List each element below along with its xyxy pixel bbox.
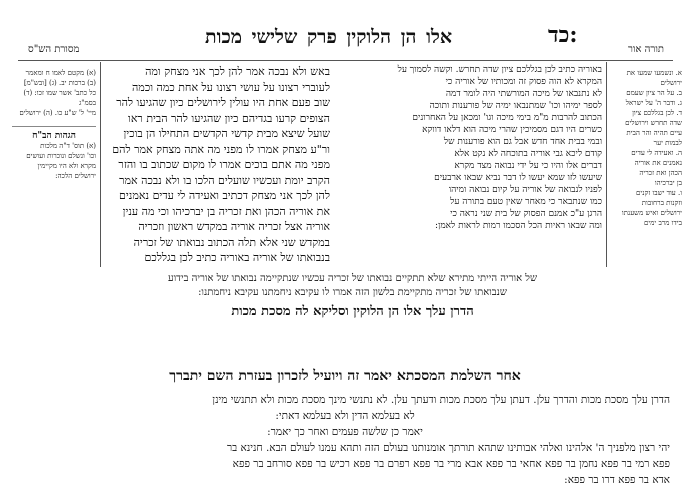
right-margin-divider (606, 62, 607, 267)
torah-or-line: ג. ודבר ה' על ישראל (625, 99, 682, 107)
continuation-line: שנבואתו של זכריה מתקיימת בלשון הזה אמרו לו עקיבא ניחמתנו עקיבא ניחמתנו: (198, 287, 507, 298)
masoret-line: מיי' ל' ש"ע כו. (ה) ירושלים (19, 109, 96, 117)
masoret-line: (ב) ברכות יב. (ג) [ובש"מ] (23, 79, 96, 87)
rashi-line: לספר ימיהו וכו' שמתנבאו ימיה של פורענות ותוכה (429, 101, 602, 111)
torah-or-line: לבמות יער (653, 139, 682, 147)
gemara-line: במקדש שני אלא תלה הכתוב נבואתו של זכריה (133, 235, 330, 249)
torah-or-line: ד. לכן בגללכם ציון (632, 109, 682, 117)
torah-or-line: א. ונשמעו שמעו את ירושלים (626, 69, 682, 87)
gemara-line: הצופים קרעו בגדיהם כיון שהגיעו להר הבית ראו (128, 111, 330, 125)
torah-or-line: נאמנים את אוריה (634, 159, 682, 167)
torah-or-line: ה. ואעידה לי עדים (631, 149, 682, 157)
hadran-line: הדרן עלך אלו הן הלוקין וסליקא לה מסכת מכות (231, 304, 474, 319)
masoret-line: (א) מקטם לאמו ח ומאמר (25, 69, 96, 77)
torah-or-line: ירושלים ואיש משענתו (621, 209, 682, 217)
gemara-column (108, 64, 330, 266)
rashi-line: ומה שבאו ראיות הכל הסכמו רמות לראות לאמן: (435, 221, 602, 231)
gemara-line: את אוריה הכהן ואת זכריה בן יברכיהו וכי מה ענין (122, 204, 330, 218)
header-rule (18, 60, 673, 61)
torah-or-line: וזקנות ברחובות (641, 199, 682, 207)
gemara-line: לעוברי רצונו על עושי רצונו על אחת כמה וכמה (131, 80, 330, 94)
gemara-line: באש ולא נבכה אמר להן לכך אני מצחק ומה (145, 65, 330, 78)
rashi-line: כמו שנתבאר כי מאחר שאין טעם בתורה על (450, 197, 602, 207)
rashi-line: ובמי בבית אחד חדש אבל גם הוא פורענות של (443, 137, 602, 147)
rashi-line: באוריה כתיב לכן בגללכם ציון שדה תחרש. וקשה לסמוך על (397, 65, 602, 75)
rashi-line: שיעשו לזו שמא יעשו לו דבר נביא שבאו ארבעים (434, 173, 602, 183)
gemara-line: אוריה אצל זכריה אוריה במקדש ראשון וזכריה (138, 220, 330, 233)
torah-or-line: ו. עוד ישבו זקנים (636, 189, 682, 197)
page-title: אלו הן הלוקין פרק שלישי מכות (205, 26, 453, 48)
gemara-line: מפני מה אתם בוכים אמרו לו מקום שכתוב בו והזר (118, 158, 330, 171)
siyum-line: אדא בר פפא דרו בר פפא: (564, 474, 670, 486)
masoret-line: כל כתב' אשר שמו זכו: (ד) בסמ"ג (23, 89, 96, 107)
rashi-line: לא נתנבאו של מיכה המורשתי היה לומר דמה (445, 89, 602, 99)
masoret-column (12, 68, 96, 181)
gemara-line: ור"ע מצחק אמרו לו מפני מה אתה מצחק אמר להם (112, 142, 330, 156)
siyum-instruction: יאמר כן שלשה פעמים ואחר כך יאמר: (267, 426, 423, 438)
gemara-line: בנבואתו של אוריה באוריה כתיב לכן בגללכם (144, 251, 330, 264)
hagahot-label: הגהות הב"ח (12, 126, 96, 141)
siyum-line: לא בעלמא הדין ולא בעלמא דאתי: (275, 410, 415, 422)
left-margin-divider (100, 62, 101, 267)
masoret-label: מסורת הש"ס (28, 44, 80, 55)
hagahot-line: וכו' ונשלם ונוכרות ועושים (26, 152, 96, 160)
rashi-column (338, 64, 602, 232)
rashi-line: הרגן ע"כ אמנם הפסוק של בית שני נראה כי (450, 209, 602, 219)
rashi-line: לפניו לנבואה של אוריה על קיום נבואה ומיהו (448, 185, 602, 195)
gemara-line: שועל שיצא מבית קדשי הקדשים התחילו הן בוכין (123, 127, 330, 140)
hagahot-line: מקרא ולא היו מקיימין (37, 162, 96, 170)
rashi-line: קודם ליכא גבי אוריה בתוכחה לא נקט אלא (454, 149, 602, 159)
gemara-line: שוב פעם אחת היו עולין לירושלים כיון שהגיעו להר (116, 96, 330, 109)
siyum-body (20, 392, 670, 488)
torah-or-line: בן יברכיהו (654, 179, 682, 187)
hagahot-line: ירושלים הלכה: (55, 172, 96, 180)
hagahot-line: (א) תוס' ד"ה מלכות (40, 142, 96, 150)
siyum-line: הדרן עלך מסכת מכות והדרך עלן. דעתן עלך מסכת מכות ודעתך עלן. לא נתנשי מינך מסכת מכות ולא תתנשי מינן (212, 394, 670, 406)
rashi-line: המקרא לא הוה פסוק זה ומכותיו של אוריה כי (445, 77, 602, 87)
rashi-line: כשרים היו דגם מסמיכין שהרי מיכה הוא דלאו דווקא (422, 125, 602, 135)
torah-or-line: עיים תהיה והר הבית (626, 129, 682, 137)
gemara-line: הקרב יומת ועכשיו שועלים הלכו בו ולא נבכה אמר (119, 173, 330, 187)
siyum-title: אחר השלמת המסכתא יאמר זה ויועיל לזכרון בעזרת השם יתברך (169, 368, 521, 384)
torah-or-line: שדה תחרש וירושלים (625, 119, 682, 127)
page-number: כד: (548, 22, 578, 48)
rashi-line: הכתוב להרבות מ"מ בימי מיכה וגו' ומכאן על האחרונים (412, 113, 602, 123)
torah-or-label: תורה אור (628, 44, 664, 55)
torah-or-column (610, 68, 682, 228)
torah-or-line: הכהן ואת זכריה (639, 169, 682, 177)
siyum-line: פפא רמי בר פפא נחמן בר פפא אחאי בר פפא אבא מרי בר פפא רפרם בר פפא רכיש בר פפא סורחב בר פפא (232, 458, 670, 470)
rashi-line: דברים אלו והיו כי על ידי נבואה מצד מקרא (454, 161, 602, 171)
gemara-line: להן לכך אני מצחק דכתיב ואעידה לי עדים נאמנים (119, 189, 330, 202)
siyum-line: יהי רצון מלפניך ה' אלהינו ואלהי אבותינו שתהא תורתך אומנותנו בעולם הזה ותהא עמנו לעולם הבא. חנינא בר (226, 442, 670, 454)
torah-or-line: ב. על הר ציון שעמם (626, 89, 682, 97)
torah-or-line: בידו מרב ימים (644, 219, 682, 227)
continuation-line: של אוריה הייתי מתירא שלא תתקיים נבואתו של זכריה עכשיו שנתקיימה נבואתו של אוריה בידוע (167, 273, 538, 284)
